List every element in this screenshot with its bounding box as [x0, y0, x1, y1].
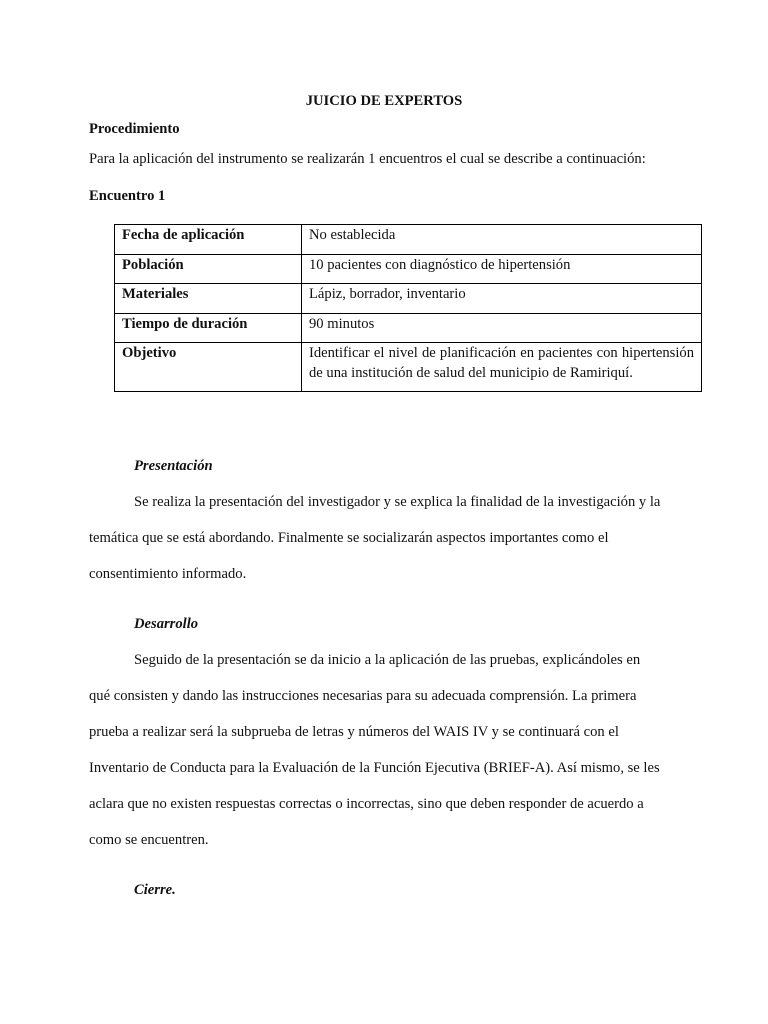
table-row: [115, 343, 702, 392]
row-value-date: No establecida: [302, 225, 702, 255]
paragraph-line: aclara que no existen respuestas correctas o incorrectas, sino que deben responder de acuerdo a: [89, 796, 644, 812]
row-label-materials: Materiales: [115, 284, 302, 314]
table-row: [115, 313, 702, 343]
paragraph-line: Seguido de la presentación se da inicio a la aplicación de las pruebas, explicándoles en: [134, 652, 641, 668]
table-row: [115, 284, 702, 314]
presentation-paragraph: [89, 484, 701, 592]
document-title: JUICIO DE EXPERTOS: [305, 93, 463, 109]
paragraph-line: Se realiza la presentación del investigador y se explica la finalidad de la investigación y la: [134, 494, 661, 510]
row-label-date: Fecha de aplicación: [115, 225, 302, 255]
paragraph-line: temática que se está abordando. Finalmente se socializarán aspectos importantes como el: [89, 530, 609, 546]
encounter-table: [114, 224, 702, 392]
presentation-heading: Presentación: [134, 458, 213, 474]
row-value-population: 10 pacientes con diagnóstico de hipertensión: [302, 254, 702, 284]
row-label-duration: Tiempo de duración: [115, 313, 302, 343]
encounter-heading: Encuentro 1: [89, 188, 166, 204]
row-value-materials: Lápiz, borrador, inventario: [302, 284, 702, 314]
paragraph-line: consentimiento informado.: [89, 566, 247, 582]
row-value-duration: 90 minutos: [302, 313, 702, 343]
paragraph-line: qué consisten y dando las instrucciones necesarias para su adecuada comprensión. La primera: [89, 688, 637, 704]
row-label-population: Población: [115, 254, 302, 284]
table-row: [115, 225, 702, 255]
row-label-objective: Objetivo: [115, 343, 302, 392]
development-paragraph: [89, 642, 701, 858]
paragraph-line: prueba a realizar será la subprueba de letras y números del WAIS IV y se continuará con el: [89, 724, 619, 740]
closing-heading: Cierre.: [134, 882, 176, 898]
intro-paragraph: Para la aplicación del instrumento se realizarán 1 encuentros el cual se describe a continuación:: [89, 151, 646, 167]
table-row: [115, 254, 702, 284]
paragraph-line: como se encuentren.: [89, 832, 209, 848]
development-heading: Desarrollo: [134, 616, 199, 632]
procedure-heading: Procedimiento: [89, 121, 180, 137]
row-value-objective: Identificar el nivel de planificación en pacientes con hipertensión de una institución de salud del municipio de Ramiriquí.: [302, 343, 702, 392]
paragraph-line: Inventario de Conducta para la Evaluación de la Función Ejecutiva (BRIEF-A). Así mismo, se les: [89, 760, 660, 776]
